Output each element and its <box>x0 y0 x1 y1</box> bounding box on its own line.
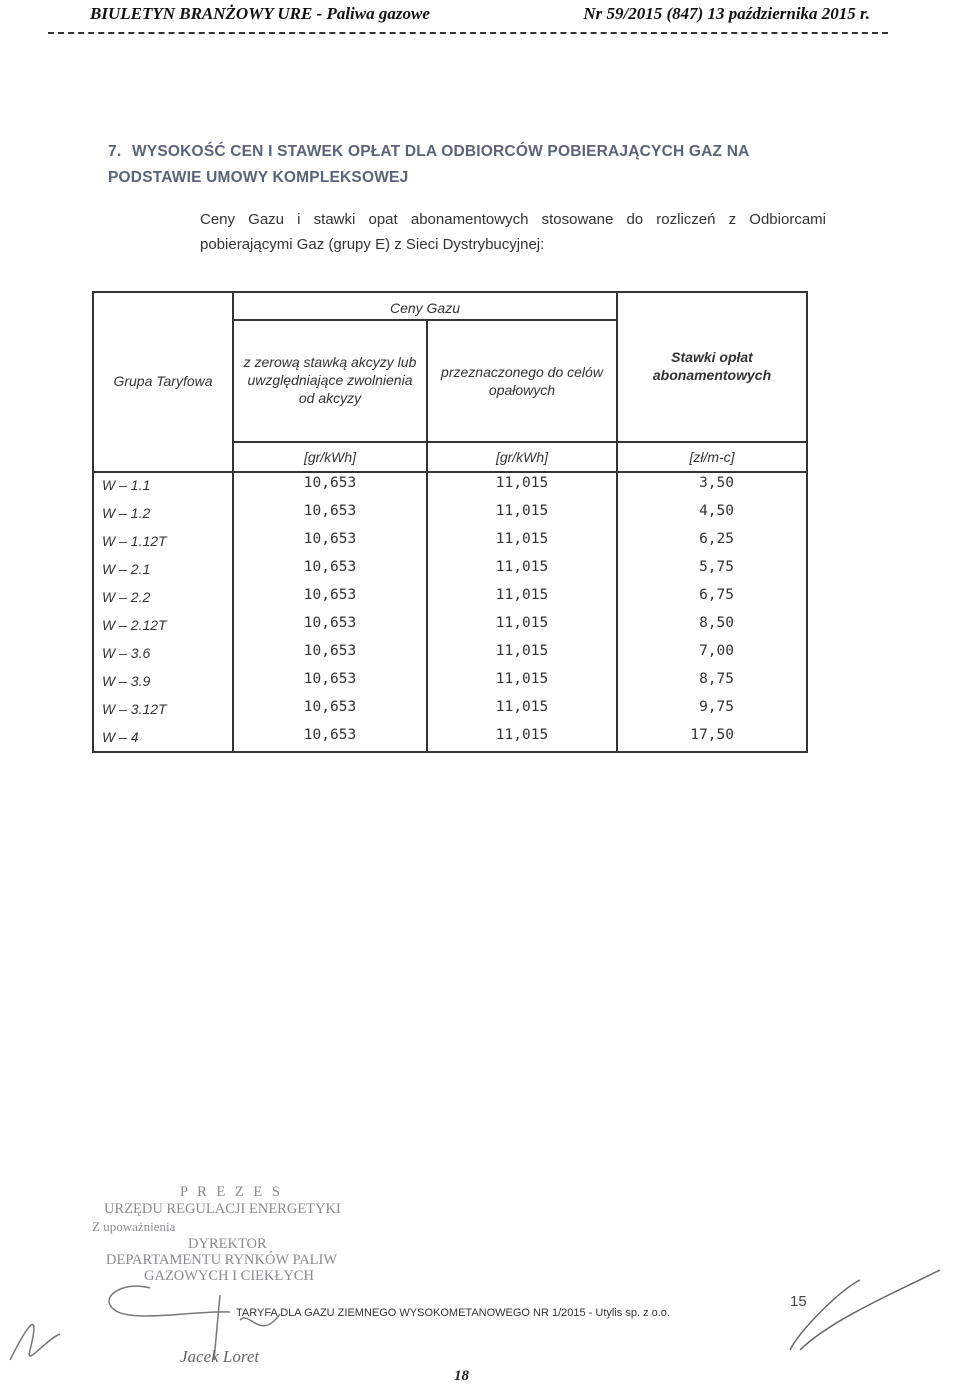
row-heating-price: 11,015 <box>495 503 549 519</box>
row-tariff-group: W – 2.12T <box>102 617 167 633</box>
row-excise-price: 10,653 <box>303 587 357 603</box>
row-subscription-fee: 8,75 <box>699 671 734 687</box>
row-heating-price: 11,015 <box>495 587 549 603</box>
row-tariff-group: W – 1.2 <box>102 505 151 521</box>
unit-fee: [zł/m-c] <box>689 449 735 465</box>
header-divider <box>48 32 888 34</box>
row-heating-price: 11,015 <box>495 727 549 743</box>
signature-scribbles <box>0 1250 960 1390</box>
row-excise-price: 10,653 <box>303 475 357 491</box>
row-heating-price: 11,015 <box>495 559 549 575</box>
table-subheader-line <box>234 319 618 321</box>
row-heating-price: 11,015 <box>495 699 549 715</box>
row-subscription-fee: 6,25 <box>699 531 734 547</box>
page-number: 18 <box>454 1368 469 1384</box>
row-subscription-fee: 8,50 <box>699 615 734 631</box>
row-excise-price: 10,653 <box>303 727 357 743</box>
signatory-name: Jacek Loret <box>180 1347 260 1366</box>
stamp-role: DYREKTOR <box>188 1236 267 1252</box>
row-subscription-fee: 4,50 <box>699 503 734 519</box>
row-subscription-fee: 7,00 <box>699 643 734 659</box>
table-border-right <box>806 291 808 753</box>
heating-price-header: przeznaczonego do celów opałowych <box>441 364 603 398</box>
bulletin-header <box>90 4 870 28</box>
table-units-line <box>92 471 808 473</box>
section-number: 7. <box>108 143 122 160</box>
row-heating-price: 11,015 <box>495 671 549 687</box>
unit-excise: [gr/kWh] <box>303 449 357 465</box>
row-tariff-group: W – 1.1 <box>102 477 151 493</box>
table-border-top <box>92 291 808 293</box>
stamp-department: DEPARTAMENTU RYNKÓW PALIW <box>106 1252 338 1268</box>
section-title: WYSOKOŚĆ CEN I STAWEK OPŁAT DLA ODBIORCÓW POBIERAJĄCYCH GAZ NA PODSTAWIE UMOWY KOMPLEKSOWEJ <box>108 143 749 186</box>
row-tariff-group: W – 2.1 <box>102 561 151 577</box>
unit-heating: [gr/kWh] <box>495 449 549 465</box>
row-excise-price: 10,653 <box>303 643 357 659</box>
row-tariff-group: W – 3.9 <box>102 673 151 689</box>
row-heating-price: 11,015 <box>495 643 549 659</box>
table-border-bottom <box>92 751 808 753</box>
row-tariff-group: W – 1.12T <box>102 533 167 549</box>
row-subscription-fee: 6,75 <box>699 587 734 603</box>
row-subscription-fee: 9,75 <box>699 699 734 715</box>
bulletin-issue: Nr 59/2015 (847) 13 października 2015 r. <box>583 4 870 23</box>
section-intro: Ceny Gazu i stawki opat abonamentowych stosowane do rozliczeń z Odbiorcami pobierającymi Gaz (grupy E) z Sieci Dystrybucyjnej: <box>200 211 826 253</box>
row-subscription-fee: 17,50 <box>690 727 734 743</box>
table-border-left <box>92 291 94 753</box>
row-heating-price: 11,015 <box>495 531 549 547</box>
row-subscription-fee: 3,50 <box>699 475 734 491</box>
excise-price-header: z zerową stawką akcyzy lub uwzględniające zwolnienia od akcyzy <box>243 354 417 406</box>
bulletin-title: BIULETYN BRANŻOWY URE - Paliwa gazowe <box>90 4 430 23</box>
row-excise-price: 10,653 <box>303 503 357 519</box>
tariff-group-header: Grupa Taryfowa <box>113 373 213 389</box>
row-heating-price: 11,015 <box>495 615 549 631</box>
prices-group-header: Ceny Gazu <box>389 300 461 316</box>
row-tariff-group: W – 2.2 <box>102 589 151 605</box>
row-excise-price: 10,653 <box>303 699 357 715</box>
row-excise-price: 10,653 <box>303 671 357 687</box>
row-excise-price: 10,653 <box>303 615 357 631</box>
row-heating-price: 11,015 <box>495 475 549 491</box>
stamp-office: URZĘDU REGULACJI ENERGETYKI <box>104 1201 341 1217</box>
row-subscription-fee: 5,75 <box>699 559 734 575</box>
stamp-department-2: GAZOWYCH I CIEKŁYCH <box>144 1268 314 1284</box>
row-excise-price: 10,653 <box>303 531 357 547</box>
row-tariff-group: W – 3.6 <box>102 645 151 661</box>
tariff-table <box>92 291 808 753</box>
table-header-line <box>234 441 808 443</box>
subscription-fee-header: Stawki opłat abonamentowych <box>652 349 772 383</box>
stamp-authorization: Z upoważnienia <box>92 1219 176 1234</box>
row-excise-price: 10,653 <box>303 559 357 575</box>
row-tariff-group: W – 3.12T <box>102 701 167 717</box>
section-heading <box>108 139 838 191</box>
stamp-title: P R E Z E S <box>180 1184 283 1200</box>
tariff-footer: TARYFA DLA GAZU ZIEMNEGO WYSOKOMETANOWEGO NR 1/2015 - Utylis sp. z o.o. <box>236 1307 670 1319</box>
tariff-page-number: 15 <box>790 1293 807 1310</box>
row-tariff-group: W – 4 <box>102 729 139 745</box>
